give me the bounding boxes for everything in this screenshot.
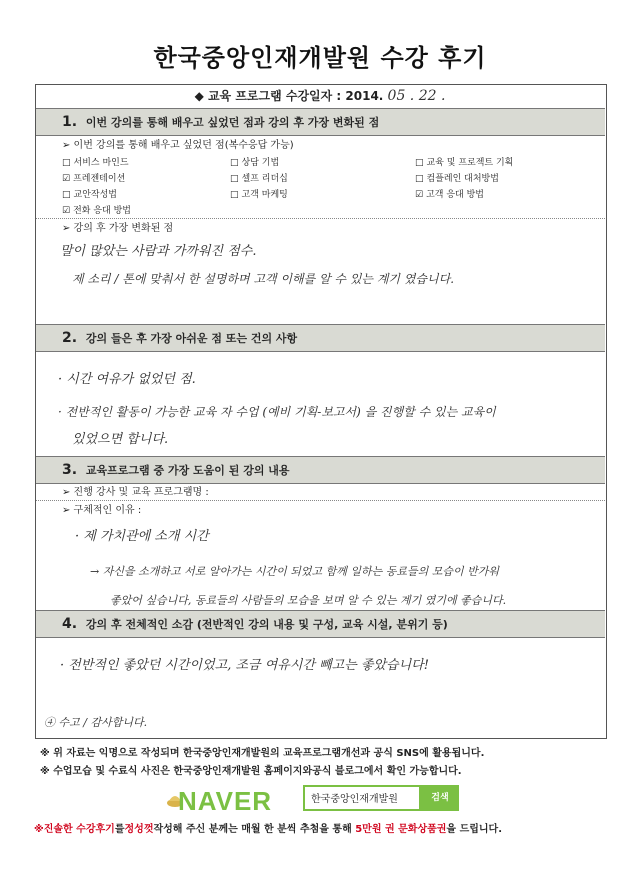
s3-question-1: ➢ 진행 강사 및 교육 프로그램명 : bbox=[62, 487, 209, 498]
option-service-mind[interactable] bbox=[62, 157, 129, 169]
option-label: 프레젠테이션 bbox=[73, 174, 126, 184]
naver-search-input[interactable]: 한국중앙인재개발원 bbox=[303, 785, 421, 811]
s2-handwriting-3: 있었으면 합니다. bbox=[72, 432, 169, 447]
option-label: 컴플레인 대처방법 bbox=[426, 174, 499, 184]
s3-handwriting-1: · 제 가치관에 소개 시간 bbox=[75, 529, 209, 544]
s3-question-2: ➢ 구체적인 이유 : bbox=[62, 505, 142, 516]
promo-c: 정성껏 bbox=[124, 824, 154, 835]
section-1-number: 1. bbox=[62, 114, 78, 130]
section-3-header bbox=[36, 456, 605, 484]
option-label: 교안작성법 bbox=[73, 190, 117, 200]
divider bbox=[36, 500, 605, 501]
s4-handwriting-1: · 전반적인 좋았던 시간이었고, 조금 여유시간 빼고는 좋았습니다! bbox=[60, 658, 429, 673]
section-1-label: 이번 강의를 통해 배우고 싶었던 점과 강의 후 가장 변화된 점 bbox=[85, 116, 380, 129]
section-2-label: 강의 들은 후 가장 아쉬운 점 또는 건의 사항 bbox=[85, 332, 298, 345]
checkbox[interactable]: ☑ bbox=[415, 190, 424, 200]
date-row bbox=[35, 84, 605, 109]
section-4-header bbox=[36, 610, 605, 638]
option-label: 교육 및 프로젝트 기획 bbox=[426, 158, 514, 168]
option-marketing[interactable] bbox=[230, 189, 288, 201]
option-self-leadership[interactable] bbox=[230, 173, 288, 185]
option-label: 전화 응대 방법 bbox=[73, 206, 131, 216]
section-4-label: 강의 후 전체적인 소감 (전반적인 강의 내용 및 구성, 교육 시설, 분위기 등) bbox=[85, 618, 448, 631]
date-handwritten: 05 . 22 . bbox=[387, 88, 446, 104]
section-2-header bbox=[36, 324, 605, 352]
checkbox[interactable]: □ bbox=[415, 174, 424, 184]
option-label: 고객 응대 방법 bbox=[426, 190, 484, 200]
checkbox[interactable]: ☑ bbox=[62, 206, 71, 216]
naver-search-button[interactable]: 검색 bbox=[421, 785, 459, 811]
option-customer-service[interactable] bbox=[415, 189, 484, 201]
note-1: ※ 위 자료는 익명으로 작성되며 한국중앙인재개발원의 교육프로그램개선과 공식 SNS에 활용됩니다. bbox=[40, 748, 485, 759]
option-label: 서비스 마인드 bbox=[73, 158, 129, 168]
s3-handwriting-2: → 자신을 소개하고 서로 알아가는 시간이 되었고 함께 일하는 동료들의 모습이 반가워 bbox=[90, 565, 499, 578]
promo-d: 작성해 주신 분께는 매월 한 분씩 추첨을 통해 bbox=[153, 824, 356, 835]
checkbox[interactable]: □ bbox=[62, 190, 71, 200]
option-phone[interactable] bbox=[62, 205, 131, 217]
s1-question-1: ➢ 이번 강의를 통해 배우고 싶었던 점(복수응답 가능) bbox=[62, 140, 294, 151]
option-presentation[interactable] bbox=[62, 173, 125, 185]
section-3-number: 3. bbox=[62, 462, 78, 478]
option-label: 상담 기법 bbox=[241, 158, 280, 168]
s3-handwriting-3: 좋았어 싶습니다, 동료들의 사람들의 모습을 보며 알 수 있는 계기 였기에 좋습니다. bbox=[110, 594, 507, 607]
page-title: 한국중앙인재개발원 수강 후기 bbox=[153, 44, 487, 72]
promo-text bbox=[34, 820, 614, 835]
checkbox[interactable]: ☑ bbox=[62, 174, 71, 184]
note-2: ※ 수업모습 및 수료식 사진은 한국중앙인재개발원 홈페이지와공식 블로그에서 확인 가능합니다. bbox=[40, 766, 462, 777]
checkbox[interactable]: □ bbox=[230, 190, 239, 200]
s2-handwriting-1: · 시간 여유가 없었던 점. bbox=[58, 372, 196, 387]
s1-question-2: ➢ 강의 후 가장 변화된 점 bbox=[62, 223, 174, 234]
option-lesson-plan[interactable] bbox=[62, 189, 117, 201]
s4-handwriting-2: ④ 수고 / 감사합니다. bbox=[44, 716, 148, 729]
naver-logo[interactable]: NAVER bbox=[178, 786, 273, 816]
s2-handwriting-2: · 전반적인 활동이 가능한 교육 자 수업 (예비 기획-보고서) 을 진행할 수 있는 교육이 bbox=[58, 405, 496, 419]
section-2-number: 2. bbox=[62, 330, 78, 346]
option-complaint[interactable] bbox=[415, 173, 499, 185]
section-1-header bbox=[36, 108, 605, 136]
promo-a: ※진솔한 수강후기 bbox=[34, 824, 115, 835]
s1-handwriting-2: 제 소리 / 톤에 맞춰서 한 설명하며 고객 이해를 알 수 있는 계기 였습니다. bbox=[72, 272, 455, 286]
option-counsel[interactable] bbox=[230, 157, 279, 169]
option-planning[interactable] bbox=[415, 157, 513, 169]
checkbox[interactable]: □ bbox=[62, 158, 71, 168]
divider bbox=[36, 218, 605, 219]
promo-f: 을 드립니다. bbox=[446, 824, 503, 835]
promo-b: 를 bbox=[114, 824, 125, 835]
section-4-number: 4. bbox=[62, 616, 78, 632]
promo-e: 5만원 권 문화상품권 bbox=[355, 824, 447, 835]
option-label: 셀프 리더십 bbox=[241, 174, 288, 184]
option-label: 고객 마케팅 bbox=[241, 190, 288, 200]
s1-handwriting-1: 말이 많았는 사람과 가까워진 점수. bbox=[60, 244, 257, 259]
date-label: ◆ 교육 프로그램 수강일자 : 2014. bbox=[194, 89, 384, 103]
checkbox[interactable]: □ bbox=[230, 174, 239, 184]
checkbox[interactable]: □ bbox=[230, 158, 239, 168]
checkbox[interactable]: □ bbox=[415, 158, 424, 168]
section-3-label: 교육프로그램 중 가장 도움이 된 강의 내용 bbox=[85, 464, 290, 477]
